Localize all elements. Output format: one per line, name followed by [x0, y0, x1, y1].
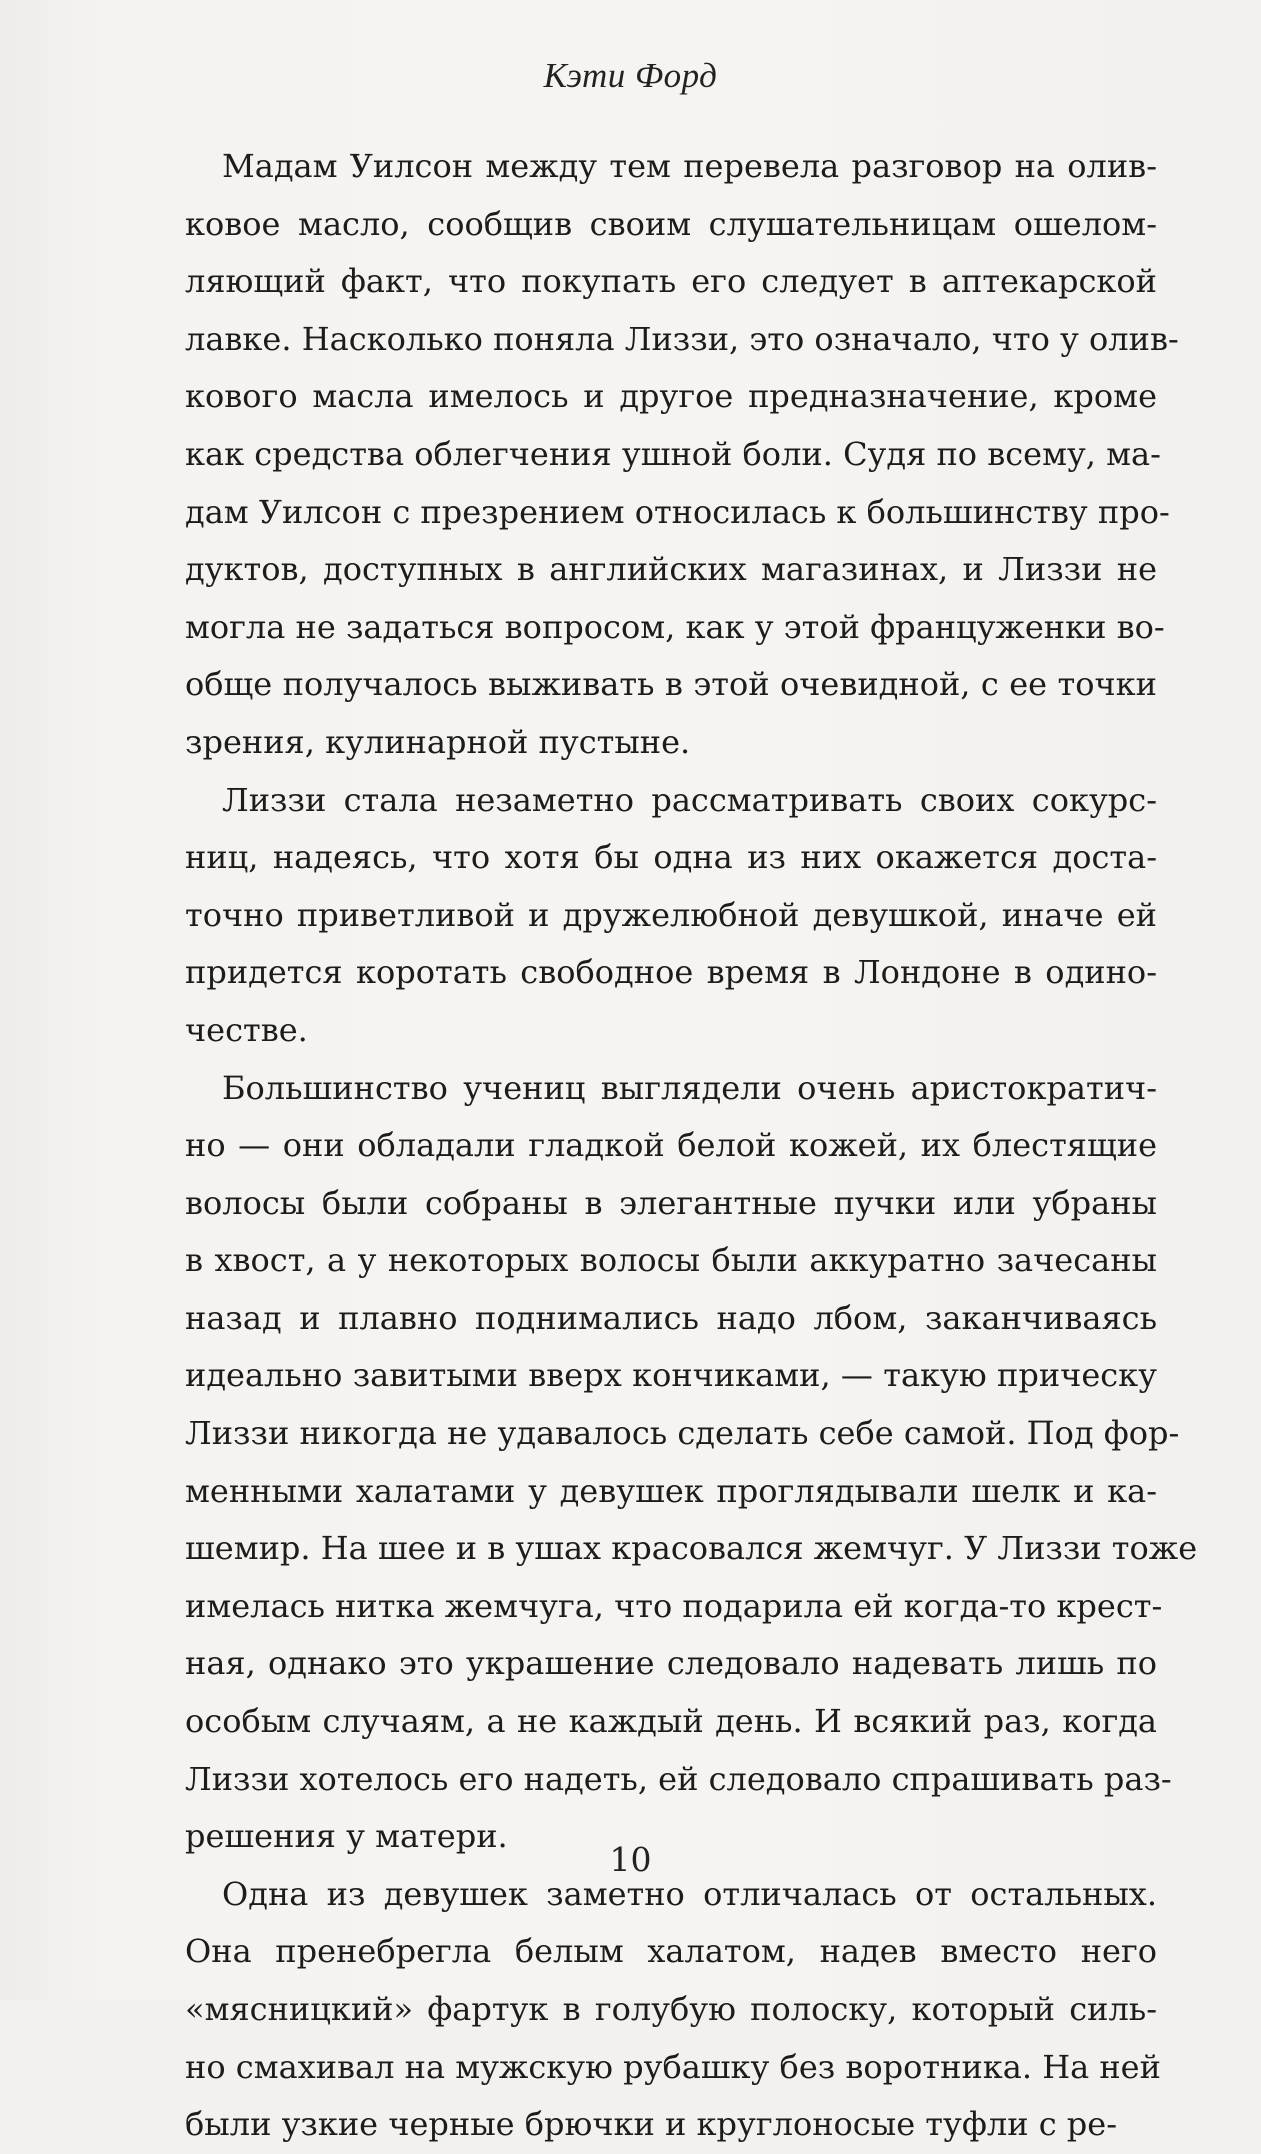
- paragraph-line: назад и плавно поднимались надо лбом, заканчиваясь: [185, 1298, 1157, 1337]
- paragraph-first-line: Мадам Уилсон между тем перевела разговор на олив-: [222, 147, 1157, 185]
- paragraph-line: дам Уилсон с презрением относилась к большинству про-: [185, 492, 1170, 531]
- paragraph-line: но — они обладали гладкой белой кожей, их блестящие: [185, 1126, 1157, 1165]
- paragraph-line: как средства облегчения ушной боли. Судя по всему, ма-: [185, 434, 1161, 473]
- paragraph-line: ниц, надеясь, что хотя бы одна из них окажется доста-: [185, 838, 1157, 877]
- paragraph-line: ная, однако это украшение следовало надевать лишь по: [185, 1644, 1157, 1683]
- paragraph-line: обще получалось выживать в этой очевидной, с ее точки: [185, 665, 1157, 704]
- paragraph-first-line: Одна из девушек заметно отличалась от остальных.: [222, 1874, 1157, 1913]
- paragraph-line: кового масла имелось и другое предназначение, кроме: [185, 377, 1157, 416]
- paragraph-line: точно приветливой и дружелюбной девушкой, иначе ей: [185, 895, 1157, 934]
- page-number: 10: [609, 1840, 652, 1879]
- paragraph-line: лавке. Насколько поняла Лиззи, это означало, что у олив-: [185, 319, 1179, 358]
- paragraph-line: придется коротать свободное время в Лондоне в одино-: [185, 953, 1157, 992]
- paragraph-line: менными халатами у девушек проглядывали шелк и ка-: [185, 1471, 1157, 1510]
- paragraph-line: «мясницкий» фартук в голубую полоску, который силь-: [185, 1990, 1157, 2028]
- paragraph-line: ляющий факт, что покупать его следует в аптекарской: [185, 262, 1157, 301]
- paragraph-line: ковое масло, сообщив своим слушательницам ошелом-: [185, 204, 1157, 243]
- paragraph-line: могла не задаться вопросом, как у этой француженки во-: [185, 607, 1165, 646]
- paragraph-line: честве.: [185, 1010, 308, 1049]
- paragraph-line: дуктов, доступных в английских магазинах, и Лиззи не: [185, 550, 1157, 589]
- paragraph-line: были узкие черные брючки и круглоносые туфли с ре-: [185, 2105, 1118, 2144]
- paragraph-line: Лиззи никогда не удавалось сделать себе самой. Под фор-: [185, 1414, 1180, 1453]
- paragraph-line: в хвост, а у некоторых волосы были аккуратно зачесаны: [185, 1241, 1157, 1280]
- paragraph-line: Лиззи хотелось его надеть, ей следовало спрашивать раз-: [185, 1759, 1172, 1798]
- paragraph-line: шемир. На шее и в ушах красовался жемчуг. У Лиззи тоже: [185, 1529, 1198, 1568]
- paragraph-line: но смахивал на мужскую рубашку без воротника. На ней: [185, 2047, 1161, 2086]
- paragraph-line: особым случаям, а не каждый день. И всякий раз, когда: [185, 1702, 1157, 1741]
- paragraph-first-line: Большинство учениц выглядели очень аристократич-: [222, 1068, 1157, 1107]
- paragraph-line: идеально завитыми вверх кончиками, — такую прическу: [185, 1356, 1157, 1395]
- paragraph-line: имелась нитка жемчуга, что подарила ей когда-то крест-: [185, 1586, 1163, 1625]
- paragraph-line: Она пренебрегла белым халатом, надев вместо него: [185, 1932, 1157, 1971]
- paragraph-line: решения у матери.: [185, 1817, 508, 1856]
- paragraph-first-line: Лиззи стала незаметно рассматривать своих сокурс-: [222, 780, 1157, 819]
- paragraph-line: зрения, кулинарной пустыне.: [185, 722, 691, 761]
- paragraph-line: волосы были собраны в элегантные пучки или убраны: [185, 1183, 1157, 1222]
- running-head: Кэти Форд: [543, 56, 718, 95]
